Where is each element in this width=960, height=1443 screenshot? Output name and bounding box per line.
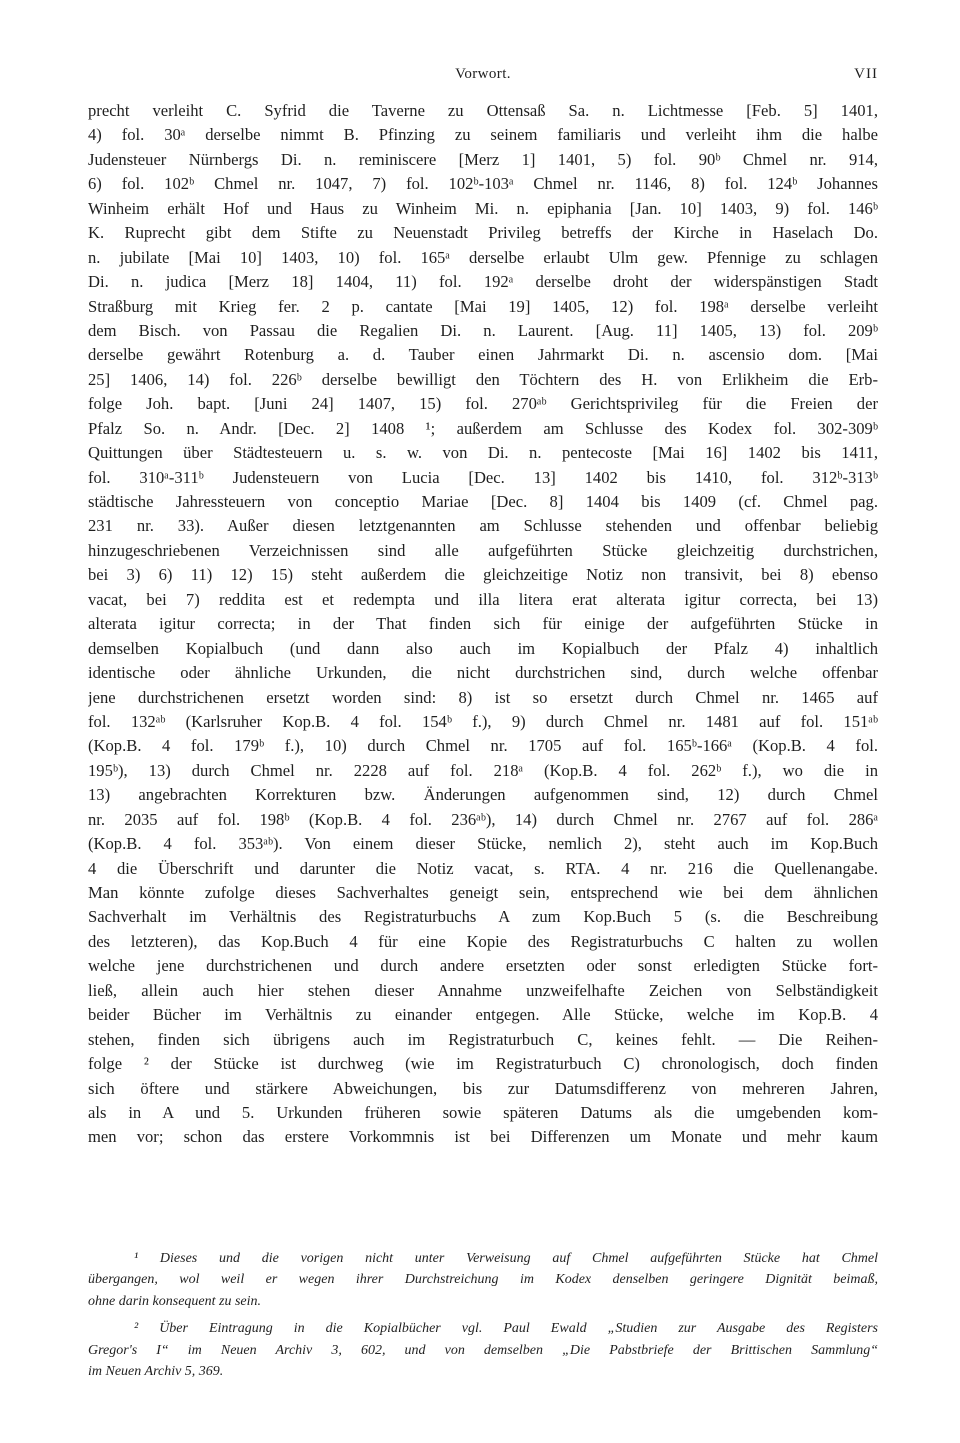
text-line: ließ, allein auch hier stehen dieser Annahme unzweifelhafte Zeichen von Selbständigkeit [88,980,878,1000]
footnote-2 [88,1318,878,1382]
text-line: folge ² der Stücke ist durchweg (wie im Registraturbuch C) chronologisch, doch finden [88,1054,878,1074]
text-line: fol. 310ᵃ-311ᵇ Judensteuern von Lucia [Dec. 13] 1402 bis 1410, fol. 312ᵇ-313ᵇ [88,467,878,487]
text-line: 195ᵇ), 13) durch Chmel nr. 2228 auf fol. 218ᵃ (Kop.B. 4 fol. 262ᵇ f.), wo die in [88,760,878,780]
running-title: Vorwort. [455,66,511,82]
text-line: men vor; schon das erstere Vorkommnis ist bei Differenzen um Monate und mehr kaum [88,1127,878,1147]
text-line: des letzteren), das Kop.Buch 4 für eine Kopie des Registraturbuchs C halten zu wollen [88,931,878,951]
text-line: (Kop.B. 4 fol. 353ᵃᵇ). Von einem dieser Stücke, nemlich 2), steht auch im Kop.Buch [88,834,878,854]
footnote-line: übergangen, wol weil er wegen ihrer Durchstreichung im Kodex denselben geringere Dignität beimaß, [88,1272,878,1288]
text-line: 25] 1406, 14) fol. 226ᵇ derselbe bewilligt den Töchtern des H. von Erlikheim die Erb- [88,369,878,389]
text-line: Sachverhalt im Verhältnis des Registraturbuchs A zum Kop.Buch 5 (s. die Beschreibung [88,907,878,927]
text-line: als in A und 5. Urkunden früheren sowie späteren Datums als die umgebenden kom- [88,1102,878,1122]
text-line: bei 3) 6) 11) 12) 15) steht außerdem die gleichzeitige Notiz non transivit, bei 8) ebenso [88,565,878,585]
text-line: beider Bücher im Verhältnis zu einander entgegen. Alle Stücke, welche im Kop.B. 4 [88,1005,878,1025]
text-line: 231 nr. 33). Außer diesen letztgenannten am Schlusse stehenden und offenbar beliebig [88,516,878,536]
text-line: Straßburg mit Krieg fer. 2 p. cantate [Mai 19] 1405, 12) fol. 198ᵃ derselbe verleiht [88,296,878,316]
text-line: 6) fol. 102ᵇ Chmel nr. 1047, 7) fol. 102ᵇ-103ᵃ Chmel nr. 1146, 8) fol. 124ᵇ Johannes [88,174,878,194]
text-line: Pfalz So. n. Andr. [Dec. 2] 1408 ¹; außerdem am Schlusse des Kodex fol. 302-309ᵇ [88,418,878,438]
text-line: demselben Kopialbuch (und dann also auch im Kopialbuch der Pfalz 4) inhaltlich [88,638,878,658]
text-line: hinzugeschriebenen Verzeichnissen sind alle aufgeführten Stücke gleichzeitig durchstrichen, [88,540,878,560]
text-line: 13) angebrachten Korrekturen bzw. Änderungen aufgenommen sind, 12) durch Chmel [88,785,878,805]
main-text [88,99,878,1150]
text-line: K. Ruprecht gibt dem Stifte zu Neuenstadt Privileg betreffs der Kirche in Haselach Do. [88,223,878,243]
text-line: nr. 2035 auf fol. 198ᵇ (Kop.B. 4 fol. 236ᵃᵇ), 14) durch Chmel nr. 2767 auf fol. 286ᵃ [88,809,878,829]
text-line: alterata igitur correcta; in der That finden sich für einige der aufgeführten Stücke in [88,614,878,634]
text-line: stehen, finden sich übrigens auch im Registraturbuch C, keines fehlt. — Die Reihen- [88,1029,878,1049]
footnote-line: ¹ Dieses und die vorigen nicht unter Verweisung auf Chmel aufgeführten Stücke hat Chmel [134,1251,878,1266]
footnote-line: ² Über Eintragung in die Kopialbücher vgl. Paul Ewald „Studien zur Ausgabe des Registers [134,1321,878,1337]
text-line: Di. n. judica [Merz 18] 1404, 11) fol. 192ᵃ derselbe droht der widerspänstigen Stadt [88,272,878,292]
text-line: 4 die Überschrift und darunter die Notiz vacat, s. RTA. 4 nr. 216 die Quellenangabe. [88,858,878,878]
text-line: identische oder ähnliche Urkunden, die nicht durchstrichen sind, durch welche offenbar [88,663,878,683]
text-line: fol. 132ᵃᵇ (Karlsruher Kop.B. 4 fol. 154ᵇ f.), 9) durch Chmel nr. 1481 auf fol. 151ᵃᵇ [88,711,878,731]
text-line: n. jubilate [Mai 10] 1403, 10) fol. 165ᵃ derselbe erlaubt Ulm gew. Pfennige zu schlagen [88,247,878,267]
text-line: Man könnte zufolge dieses Sachverhaltes geneigt sein, entsprechend wie bei dem ähnlichen [88,883,878,902]
text-line: städtische Jahressteuern von conceptio Mariae [Dec. 8] 1404 bis 1409 (cf. Chmel pag. [88,492,878,511]
text-line: precht verleiht C. Syfrid die Taverne zu Ottensaß Sa. n. Lichtmesse [Feb. 5] 1401, [88,101,878,120]
text-line: Quittungen über Städtesteuern u. s. w. von Di. n. pentecoste [Mai 16] 1402 bis 1411, [88,443,878,463]
text-line: jene durchstrichenen ersetzt worden sind: 8) ist so ersetzt durch Chmel nr. 1465 auf [88,687,878,707]
text-line: vacat, bei 7) reddita est et redempta und illa litera erat alterata igitur correcta, bei 13) [88,589,878,609]
footnote-line: Gregor's I“ im Neuen Archiv 3, 602, und von demselben „Die Pabstbriefe der Brittischen Sammlung“ [88,1342,878,1358]
text-line: Winheim erhält Hof und Haus zu Winheim Mi. n. epiphania [Jan. 10] 1403, 9) fol. 146ᵇ [88,198,878,218]
running-head [88,66,878,90]
text-line: sich öftere und stärkere Abweichungen, bis zur Datumsdifferenz von mehreren Jahren, [88,1078,878,1098]
footnotes [88,1248,878,1382]
text-line: 4) fol. 30ᵃ derselbe nimmt B. Pfinzing zu seinem familiaris und verleiht ihm die halbe [88,125,878,145]
text-line: welche jene durchstrichenen und durch andere ersetzten oder sonst erledigten Stücke fort- [88,956,878,976]
text-line: derselbe gewährt Rotenburg a. d. Tauber einen Jahrmarkt Di. n. ascensio dom. [Mai [88,345,878,365]
footnote-line: ohne darin konsequent zu sein. [88,1293,262,1309]
text-line: dem Bisch. von Passau die Regalien Di. n. Laurent. [Aug. 11] 1405, 13) fol. 209ᵇ [88,320,878,340]
text-line: folge Joh. bapt. [Juni 24] 1407, 15) fol. 270ᵃᵇ Gerichtsprivileg für die Freien der [88,394,878,414]
page-number: VII [854,66,878,82]
text-line: Judensteuer Nürnbergs Di. n. reminiscere [Merz 1] 1401, 5) fol. 90ᵇ Chmel nr. 914, [88,149,878,169]
footnote-1 [88,1248,878,1312]
footnote-line: im Neuen Archiv 5, 369. [88,1363,224,1379]
text-line: (Kop.B. 4 fol. 179ᵇ f.), 10) durch Chmel nr. 1705 auf fol. 165ᵇ-166ᵃ (Kop.B. 4 fol. [88,736,878,756]
